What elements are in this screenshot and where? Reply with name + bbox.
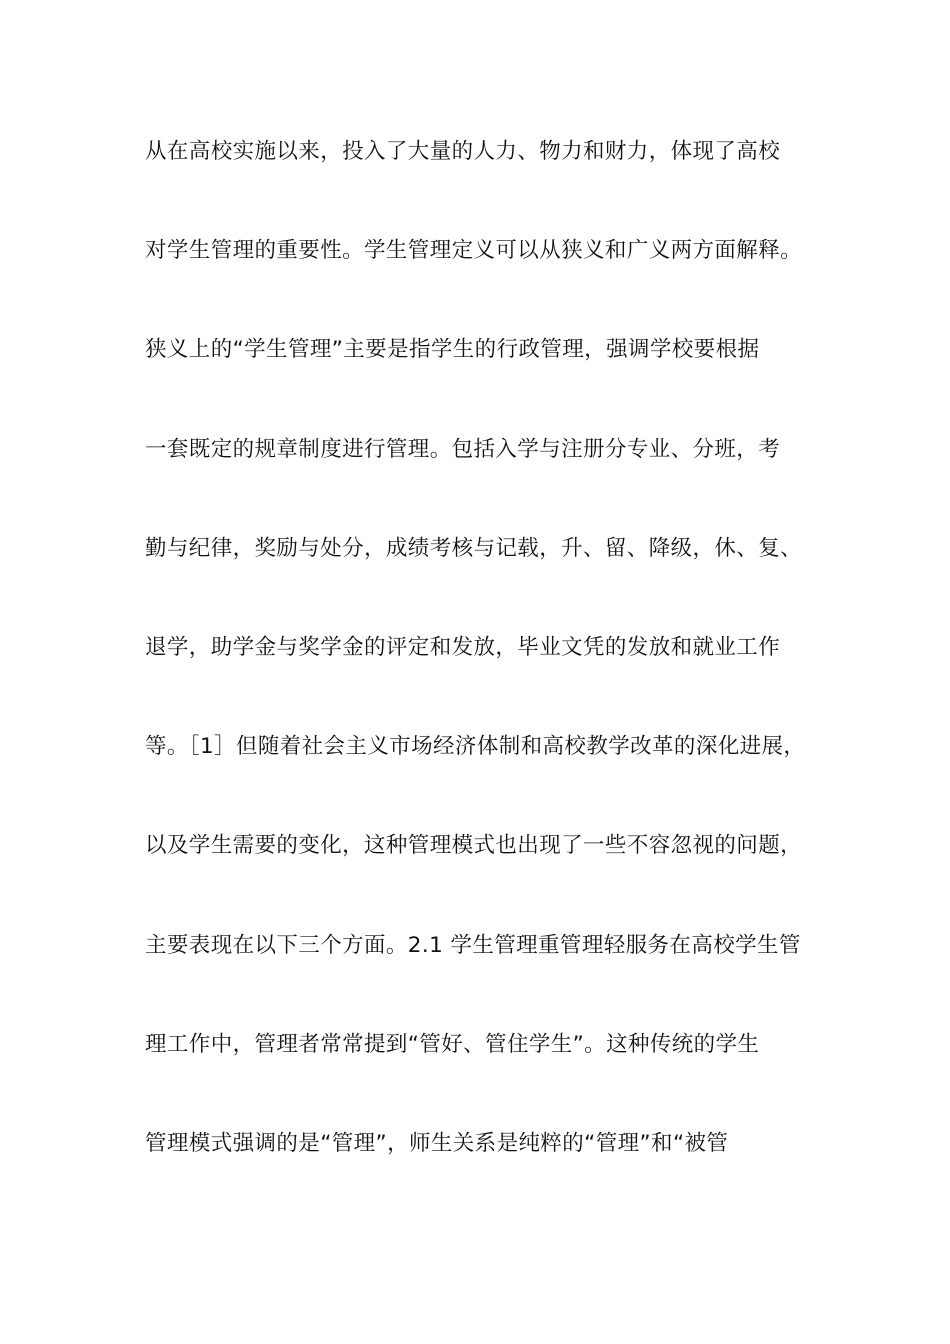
text-line: 勤与纪律，奖励与处分，成绩考核与记载，升、留、降级，休、复、 <box>145 535 803 561</box>
text-line: 等。［1］但随着社会主义市场经济体制和高校教学改革的深化进展， <box>145 734 806 760</box>
text-line: 主要表现在以下三个方面。2.1 学生管理重管理轻服务在高校学生管 <box>145 932 801 958</box>
text-line: 退学，助学金与奖学金的评定和发放，毕业文凭的发放和就业工作 <box>145 634 781 660</box>
body-text <box>145 124 825 1215</box>
text-line: 理工作中，管理者常常提到“管好、管住学生”。这种传统的学生 <box>145 1031 760 1057</box>
text-line: 狭义上的“学生管理”主要是指学生的行政管理，强调学校要根据 <box>145 337 760 363</box>
text-line: 一套既定的规章制度进行管理。包括入学与注册分专业、分班，考 <box>145 436 781 462</box>
text-line: 从在高校实施以来，投入了大量的人力、物力和财力，体现了高校 <box>145 139 781 164</box>
text-line: 以及学生需要的变化，这种管理模式也出现了一些不容忽视的问题， <box>145 833 803 859</box>
text-line: 管理模式强调的是“管理”，师生关系是纯粹的“管理”和“被管 <box>145 1130 729 1156</box>
text-line: 对学生管理的重要性。学生管理定义可以从狭义和广义两方面解释。 <box>145 238 803 264</box>
